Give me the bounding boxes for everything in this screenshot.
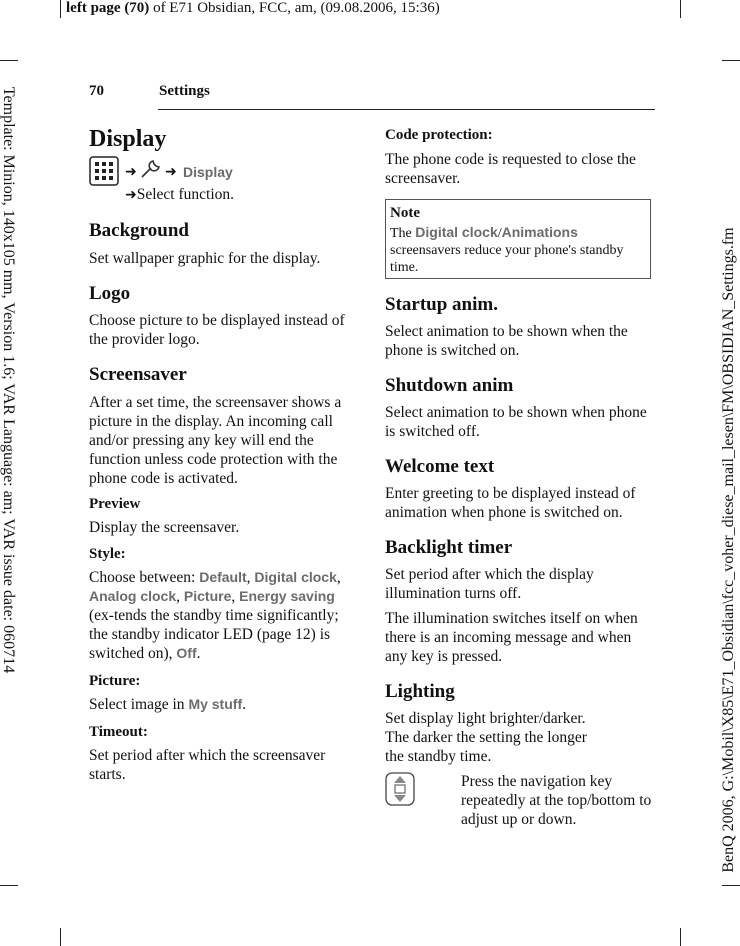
- arrow-icon: ➜: [125, 188, 137, 203]
- option-my-stuff: My stuff: [188, 696, 243, 712]
- timeout-text: Set period after which the screensaver starts.: [89, 747, 326, 783]
- lighting-text: Set display light brighter/darker. The darker the setting the longer the standby time.: [385, 710, 587, 765]
- crop-mark: [680, 0, 681, 18]
- option-digital-clock: Digital clock: [415, 224, 498, 240]
- welcome-text: Enter greeting to be displayed instead of animation when phone is switched on.: [385, 485, 636, 521]
- crop-mark: [0, 60, 18, 61]
- crop-mark: [0, 885, 18, 886]
- print-header-label: left page (70): [66, 0, 150, 16]
- picture-title: Picture:: [89, 673, 141, 689]
- menu-path: [89, 155, 357, 191]
- timeout-title: Timeout:: [89, 724, 148, 740]
- screensaver-title: Screensaver: [89, 364, 187, 385]
- preview-title: Preview: [89, 496, 141, 512]
- arrow-icon: ➜: [125, 165, 137, 180]
- crop-mark: [60, 0, 61, 18]
- code-protection-text: The phone code is requested to close the screensaver.: [385, 151, 636, 187]
- startup-title: Startup anim.: [385, 294, 498, 315]
- header-rule: [158, 109, 655, 110]
- background-text: Set wallpaper graphic for the display.: [89, 250, 321, 267]
- right-column-top: [385, 125, 653, 188]
- lighting-title: Lighting: [385, 681, 455, 702]
- screensaver-text: After a set time, the screensaver shows a picture in the display. An incoming call and/or pressing any key will end the function unless code protection with the phone code is activated.: [89, 394, 342, 487]
- backlight-title: Backlight timer: [385, 537, 513, 558]
- note-text: The Digital clock/Animations screensavers reduce your phone's standby time.: [390, 224, 624, 275]
- welcome-title: Welcome text: [385, 456, 495, 477]
- picture-text: Select image in My stuff.: [89, 696, 246, 713]
- crop-mark: [680, 928, 681, 946]
- startup-text: Select animation to be shown when the phone is switched on.: [385, 323, 628, 359]
- option-off: Off: [176, 645, 197, 661]
- print-header-rest: of E71 Obsidian, FCC, am, (09.08.2006, 15:36): [149, 0, 440, 16]
- page-number: 70: [89, 83, 104, 99]
- note-box: [385, 199, 651, 279]
- option-digital-clock: Digital clock: [254, 569, 337, 585]
- note-title: Note: [390, 205, 420, 221]
- style-title: Style:: [89, 546, 126, 562]
- print-header: [66, 0, 440, 17]
- logo-text: Choose picture to be displayed instead of the provider logo.: [89, 312, 345, 348]
- option-animations: Animations: [501, 224, 578, 240]
- navigation-text: Press the navigation key repeatedly at the top/bottom to adjust up or down.: [461, 773, 652, 828]
- option-energy-saving: Energy saving: [239, 588, 335, 604]
- crop-mark: [722, 60, 740, 61]
- menu-grid-icon: [89, 156, 119, 186]
- shutdown-title: Shutdown anim: [385, 375, 514, 396]
- logo-title: Logo: [89, 283, 131, 304]
- backlight-text-2: The illumination switches itself on when there is an incoming message and when any key is pressed.: [385, 610, 638, 665]
- wrench-icon: [139, 157, 163, 181]
- nav-key-icon: [385, 772, 415, 806]
- select-function-text: Select function.: [136, 186, 235, 203]
- backlight-text: Set period after which the display illumination turns off.: [385, 566, 594, 602]
- navigation-row: [385, 772, 653, 852]
- option-picture: Picture: [183, 588, 232, 604]
- arrow-icon: ➜: [165, 165, 177, 180]
- page-title: Settings: [159, 83, 210, 99]
- section-heading: Display: [89, 126, 167, 152]
- right-column: [385, 293, 653, 852]
- menu-item-display: Display: [183, 164, 233, 180]
- code-protection-title: Code protection:: [385, 127, 493, 143]
- background-title: Background: [89, 220, 189, 241]
- crop-mark: [722, 885, 740, 886]
- shutdown-text: Select animation to be shown when phone is switched off.: [385, 404, 647, 440]
- option-analog-clock: Analog clock: [89, 588, 177, 604]
- style-text: Choose between: Default, Digital clock, Analog clock, Picture, Energy saving (ex-tends the standby time significantly; the standby indicator LED (page 12) is switched on), Off.: [89, 569, 341, 662]
- left-column: [89, 125, 357, 784]
- crop-mark: [60, 928, 61, 946]
- preview-text: Display the screensaver.: [89, 519, 240, 536]
- option-default: Default: [199, 569, 247, 585]
